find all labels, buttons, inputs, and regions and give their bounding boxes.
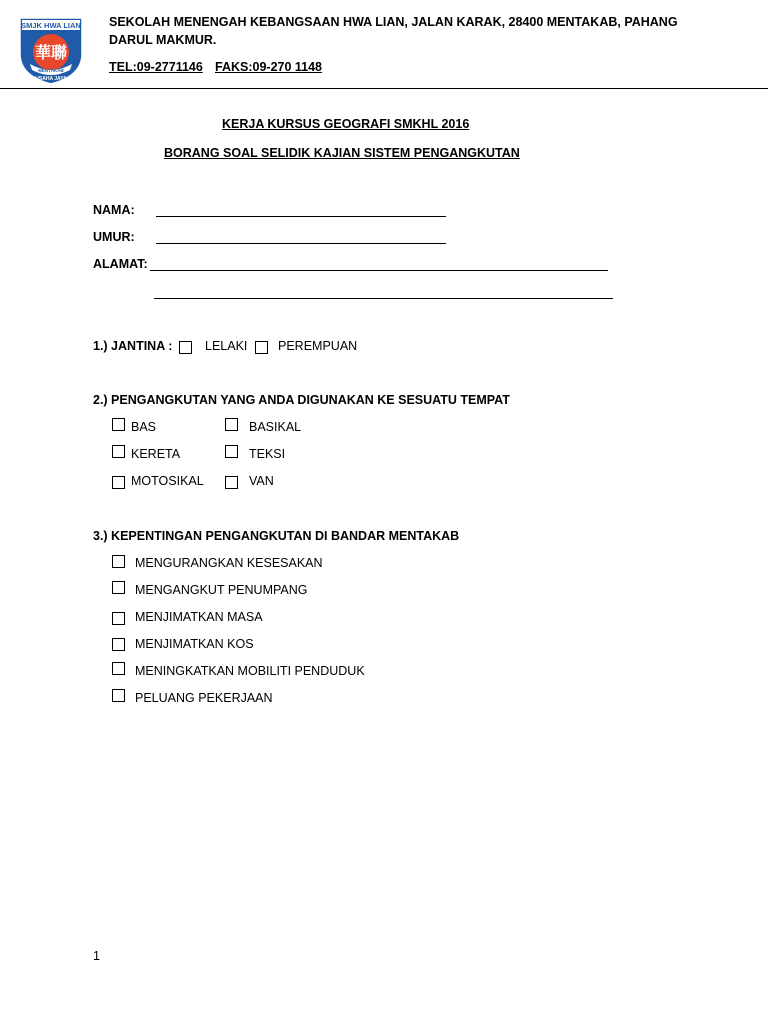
option-meningkatkan-mobiliti: MENINGKATKAN MOBILITI PENDUDUK xyxy=(135,664,365,678)
logo-banner-text: MENTAKAB xyxy=(38,68,64,73)
option-mengangkut-penumpang: MENGANGKUT PENUMPANG xyxy=(135,583,308,597)
checkbox-teksi[interactable] xyxy=(225,445,238,458)
checkbox-bas[interactable] xyxy=(112,418,125,431)
umur-input-line[interactable] xyxy=(156,243,446,244)
form-title: KERJA KURSUS GEOGRAFI SMKHL 2016 xyxy=(222,117,470,131)
checkbox-mengangkut-penumpang[interactable] xyxy=(112,581,125,594)
q1-label: 1.) JANTINA : xyxy=(93,339,173,353)
nama-label: NAMA: xyxy=(93,203,135,217)
option-peluang-pekerjaan: PELUANG PEKERJAAN xyxy=(135,691,273,705)
header-divider xyxy=(0,88,768,89)
school-address-line1: SEKOLAH MENENGAH KEBANGSAAN HWA LIAN, JALAN KARAK, 28400 MENTAKAB, PAHANG xyxy=(109,15,678,29)
option-lelaki: LELAKI xyxy=(205,339,248,353)
school-faks: FAKS:09-270 1148 xyxy=(215,60,323,74)
checkbox-lelaki[interactable] xyxy=(179,341,192,354)
checkbox-van[interactable] xyxy=(225,476,238,489)
school-logo xyxy=(16,14,86,86)
checkbox-motosikal[interactable] xyxy=(112,476,125,489)
option-teksi: TEKSI xyxy=(249,447,286,461)
checkbox-meningkatkan-mobiliti[interactable] xyxy=(112,662,125,675)
alamat-input-line-2[interactable] xyxy=(154,298,613,299)
page-number: 1 xyxy=(93,949,100,963)
checkbox-kereta[interactable] xyxy=(112,445,125,458)
checkbox-basikal[interactable] xyxy=(225,418,238,431)
checkbox-perempuan[interactable] xyxy=(255,341,268,354)
form-subtitle: BORANG SOAL SELIDIK KAJIAN SISTEM PENGANGKUTAN xyxy=(164,146,520,160)
option-kereta: KERETA xyxy=(131,447,181,461)
alamat-input-line-1[interactable] xyxy=(150,270,608,271)
option-menjimatkan-kos: MENJIMATKAN KOS xyxy=(135,637,254,651)
option-motosikal: MOTOSIKAL xyxy=(131,474,204,488)
q2-label: 2.) PENGANGKUTAN YANG ANDA DIGUNAKAN KE SESUATU TEMPAT xyxy=(93,393,510,407)
umur-label: UMUR: xyxy=(93,230,135,244)
alamat-label: ALAMAT: xyxy=(93,257,148,271)
q3-label: 3.) KEPENTINGAN PENGANGKUTAN DI BANDAR MENTAKAB xyxy=(93,529,460,543)
school-address-line2: DARUL MAKMUR. xyxy=(109,33,217,47)
option-mengurangkan-kesesakan: MENGURANGKAN KESESAKAN xyxy=(135,556,323,570)
checkbox-menjimatkan-kos[interactable] xyxy=(112,638,125,651)
option-perempuan: PEREMPUAN xyxy=(278,339,358,353)
school-tel: TEL:09-2771146 xyxy=(109,60,203,74)
option-menjimatkan-masa: MENJIMATKAN MASA xyxy=(135,610,263,624)
option-bas: BAS xyxy=(131,420,157,434)
logo-motto-text: USAHA JAYA xyxy=(35,76,67,82)
nama-input-line[interactable] xyxy=(156,216,446,217)
logo-chinese-text: 華聯 xyxy=(34,43,68,62)
checkbox-mengurangkan-kesesakan[interactable] xyxy=(112,555,125,568)
checkbox-peluang-pekerjaan[interactable] xyxy=(112,689,125,702)
logo-top-text: SMJK HWA LIAN xyxy=(21,21,81,30)
option-van: VAN xyxy=(249,474,274,488)
option-basikal: BASIKAL xyxy=(249,420,302,434)
checkbox-menjimatkan-masa[interactable] xyxy=(112,612,125,625)
